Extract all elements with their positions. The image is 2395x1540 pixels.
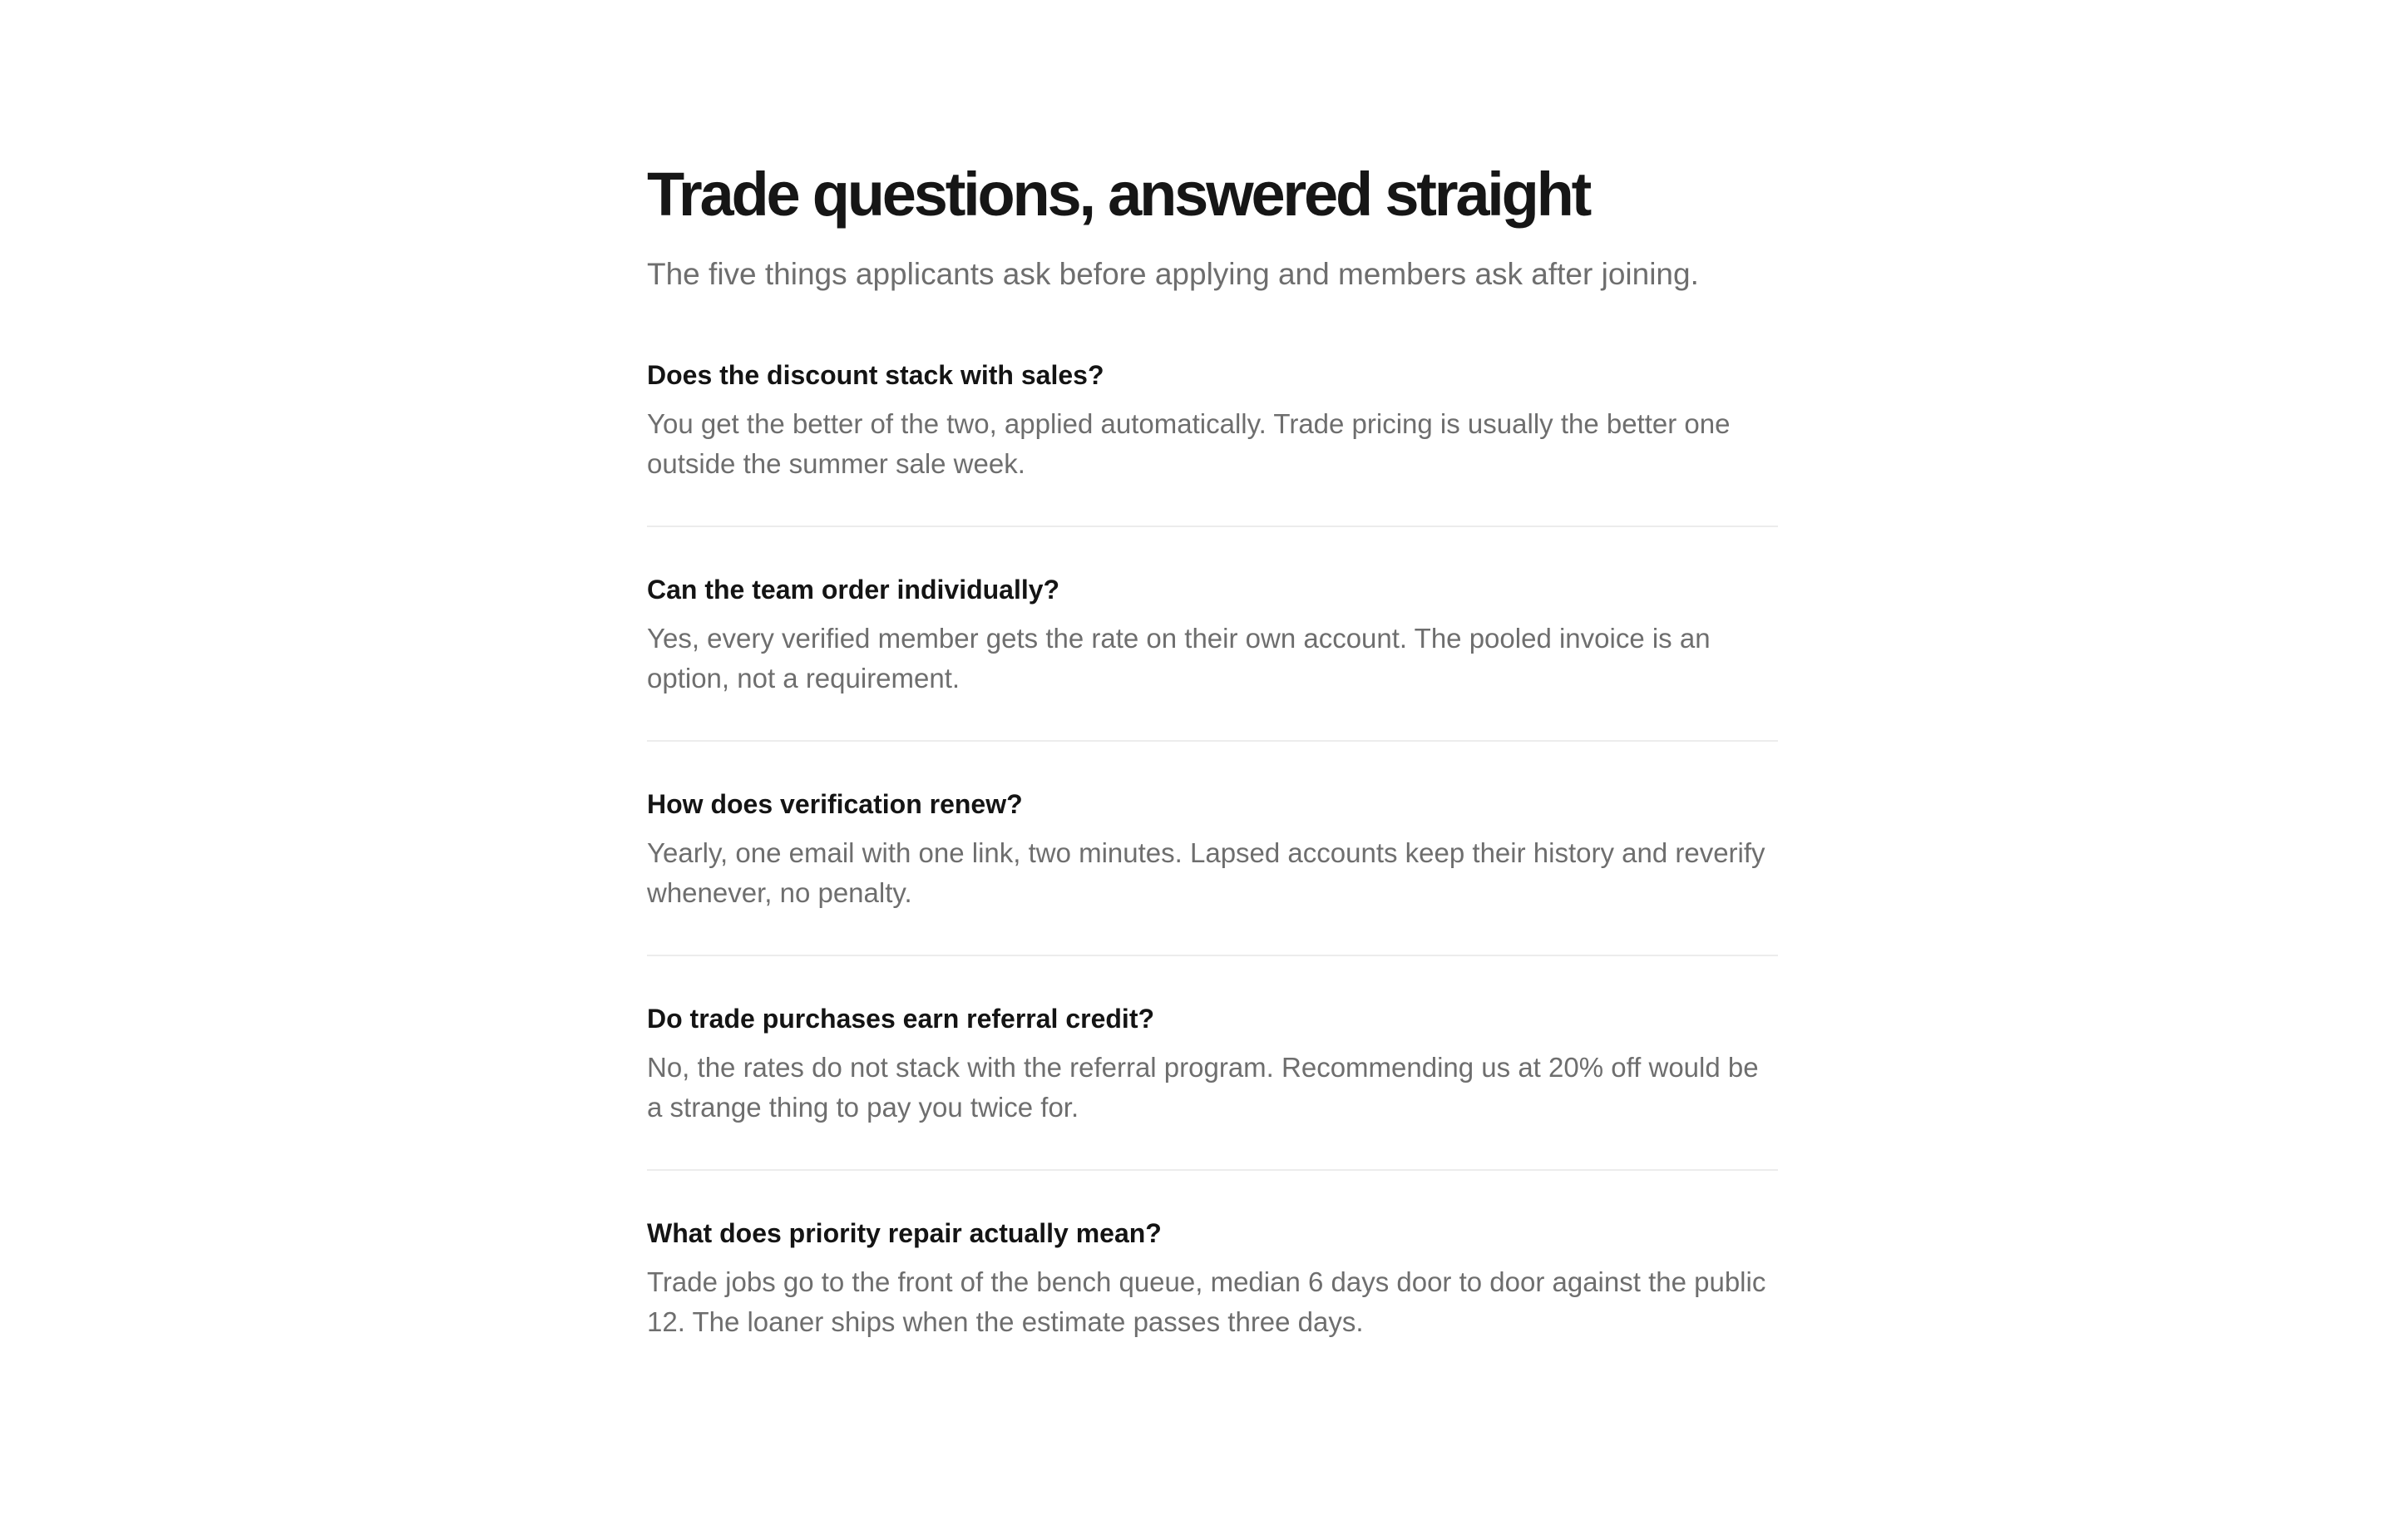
faq-question: Can the team order individually? <box>647 575 1060 605</box>
faq-answer: You get the better of the two, applied automatically. Trade pricing is usually the better one outside the summer sale week. <box>647 408 1731 479</box>
page-subtitle: The five things applicants ask before applying and members ask after joining. <box>647 257 1699 291</box>
faq-answer: No, the rates do not stack with the referral program. Recommending us at 20% off would be a strange thing to pay you twice for. <box>647 1052 1759 1123</box>
faq-item <box>647 570 1778 742</box>
faq-section <box>647 150 1778 1384</box>
faq-list <box>647 356 1778 1384</box>
faq-question: Does the discount stack with sales? <box>647 360 1104 390</box>
faq-answer: Trade jobs go to the front of the bench queue, median 6 days door to door against the public 12. The loaner ships when the estimate passes three days. <box>647 1266 1766 1337</box>
faq-answer: Yes, every verified member gets the rate on their own account. The pooled invoice is an option, not a requirement. <box>647 623 1711 693</box>
faq-item <box>647 356 1778 527</box>
faq-item <box>647 785 1778 956</box>
faq-question: What does priority repair actually mean? <box>647 1218 1162 1248</box>
faq-question: Do trade purchases earn referral credit? <box>647 1004 1155 1034</box>
faq-item <box>647 1214 1778 1384</box>
faq-question: How does verification renew? <box>647 789 1023 819</box>
page-title: Trade questions, answered straight <box>647 160 1590 229</box>
faq-answer: Yearly, one email with one link, two minutes. Lapsed accounts keep their history and reverify whenever, no penalty. <box>647 837 1765 908</box>
faq-item <box>647 1000 1778 1171</box>
